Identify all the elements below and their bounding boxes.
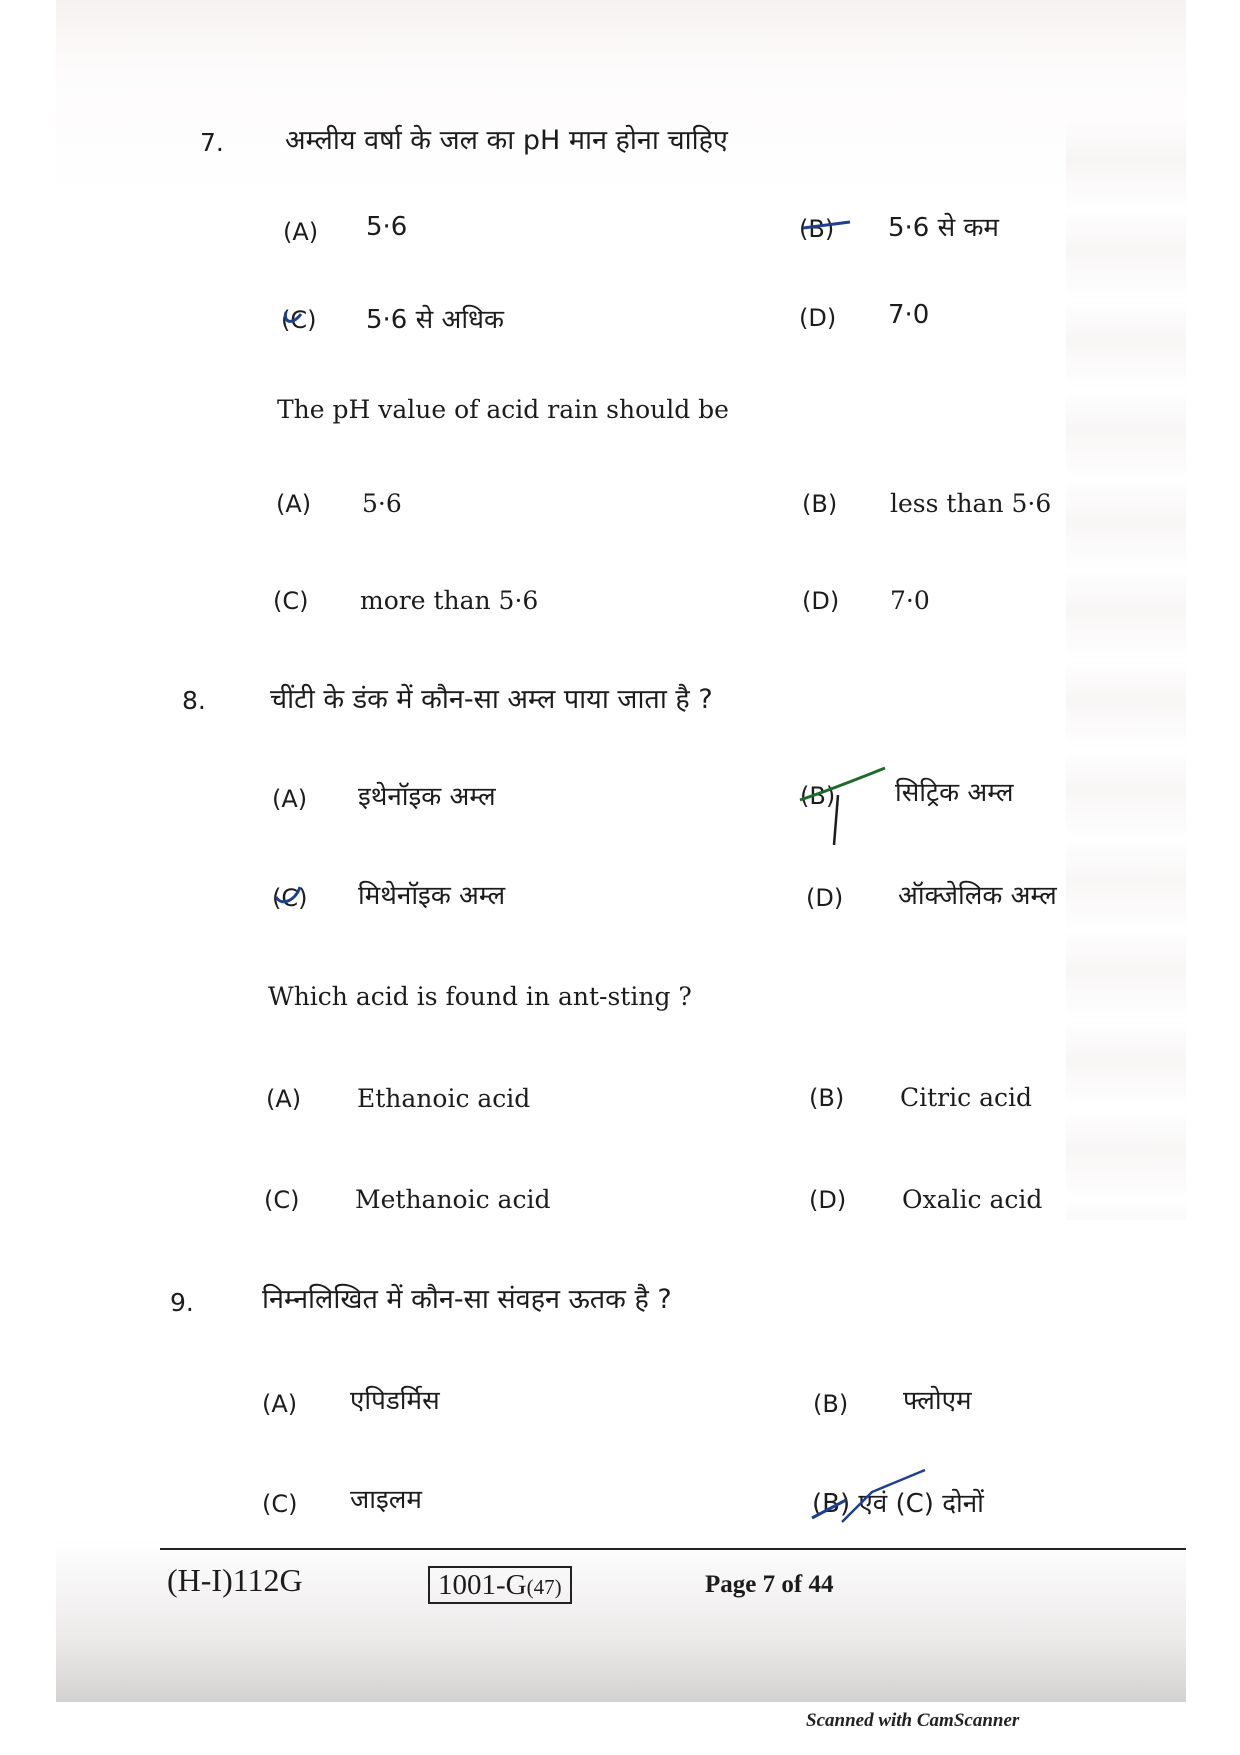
option-letter: (A) [283,218,319,246]
option-text: Methanoic acid [355,1185,551,1214]
question-number: 9. [170,1288,194,1317]
option-text: इथेनॉइक अम्ल [358,782,496,812]
option-letter: (B) [802,490,838,518]
option-text: 7·0 [888,300,930,330]
scanner-watermark: Scanned with CamScanner [806,1710,1020,1731]
paper-code: (H-I)112G [167,1562,303,1598]
option-text: Oxalic acid [902,1185,1043,1214]
option-letter: (D) [799,304,837,332]
exam-page [56,0,1186,1702]
question-text-hindi: चींटी के डंक में कौन-सा अम्ल पाया जाता है ? [270,684,713,715]
option-letter: (A) [272,785,308,813]
option-letter: (A) [266,1085,302,1113]
question-text-hindi: अम्लीय वर्षा के जल का pH मान होना चाहिए [285,125,728,156]
option-letter: (B) [799,215,835,243]
question-text-english: The pH value of acid rain should be [277,395,729,424]
option-text: जाइलम [350,1485,422,1515]
question-text-hindi: निम्नलिखित में कौन-सा संवहन ऊतक है ? [262,1284,672,1315]
option-text: 5·6 से कम [888,213,999,243]
show-through-text [1066,120,1186,1220]
option-text: Citric acid [900,1083,1032,1112]
option-letter: (C) [281,306,317,334]
option-letter: (A) [262,1390,298,1418]
question-text-english: Which acid is found in ant-sting ? [268,982,692,1011]
option-letter: (C) [262,1490,298,1518]
option-text: मिथेनॉइक अम्ल [358,881,506,911]
option-letter: (B) [800,782,836,810]
option-letter: (D) [806,884,844,912]
option-text: 5·6 [366,212,408,242]
option-d-text: (B) एवं (C) दोनों [812,1489,984,1519]
page-number: Page 7 of 44 [705,1571,834,1598]
option-letter: (B) [813,1390,849,1418]
option-letter: (C) [273,587,309,615]
option-text: 5·6 से अधिक [366,305,505,335]
option-text: Ethanoic acid [357,1084,531,1113]
option-text: more than 5·6 [360,586,539,615]
option-letter: (C) [272,884,308,912]
option-letter: (B) [809,1084,845,1112]
option-letter: (A) [276,490,312,518]
option-text: सिट्रिक अम्ल [895,778,1014,808]
option-letter: (C) [264,1186,300,1214]
option-letter: (D) [802,587,840,615]
option-text: फ्लोएम [903,1386,972,1416]
option-text: less than 5·6 [890,489,1052,518]
booklet-suffix: (47) [526,1575,562,1599]
booklet-code: 1001-G [438,1569,527,1601]
option-text: 5·6 [362,489,402,518]
booklet-code-box [428,1566,572,1604]
question-number: 7. [200,128,224,157]
option-letter: (D) [809,1186,847,1214]
option-text: ऑक्जेलिक अम्ल [898,881,1057,911]
option-text: एपिडर्मिस [350,1386,440,1416]
option-text: 7·0 [890,586,930,615]
question-number: 8. [182,686,206,715]
footer-rule [160,1548,1186,1550]
